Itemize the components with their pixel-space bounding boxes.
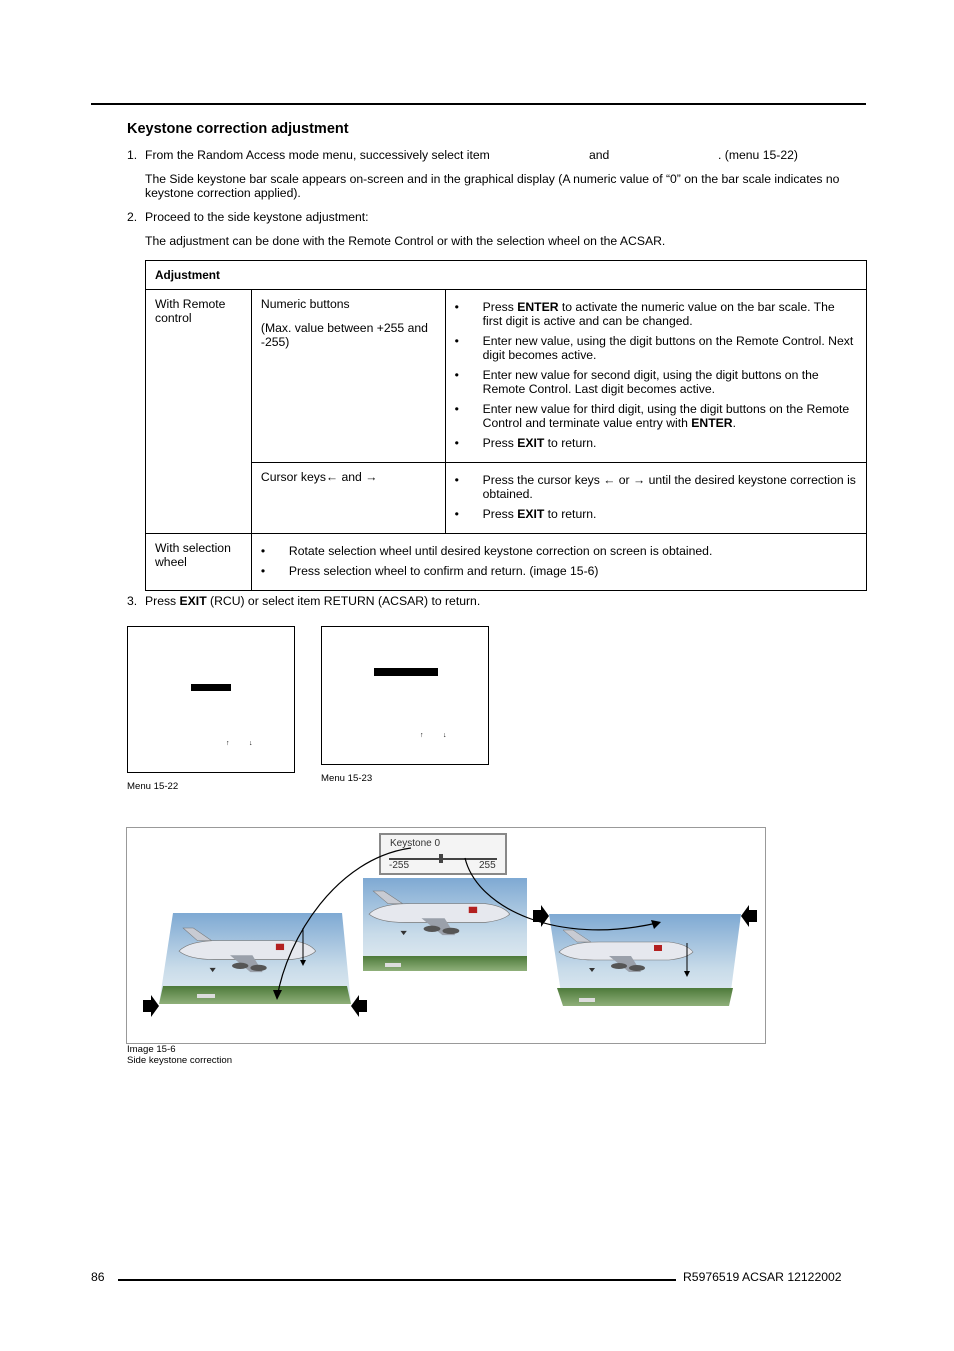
step-1-note: The Side keystone bar scale appears on-screen and in the graphical display (A numeric value of “0” on the bar scale indicates no keystone correction applied).	[145, 172, 840, 200]
arrow-right-icon	[143, 995, 159, 1017]
remote-control-label: With Remote control	[146, 290, 252, 534]
list-item: • Press the cursor keys ← or → until the desired keystone correction is obtained.	[455, 473, 857, 501]
section-title: Keystone correction adjustment	[127, 121, 349, 137]
figure-caption-title: Side keystone correction	[127, 1055, 233, 1066]
arrow-left-icon	[741, 905, 757, 927]
keystone-image-center	[363, 878, 527, 971]
list-item: • Press ENTER to activate the numeric value on the bar scale. The first digit is active and can be changed.	[455, 300, 857, 328]
numeric-steps-cell	[445, 290, 866, 463]
header-rule	[91, 103, 866, 105]
menu-highlight-bar	[191, 684, 231, 691]
scale-max: 255	[479, 860, 496, 871]
footer-rule	[118, 1279, 676, 1281]
adjustment-table	[145, 260, 867, 591]
wheel-steps-list	[261, 544, 857, 578]
cursor-keys-label: Cursor keys← and →	[251, 463, 445, 534]
menu-15-22-screen	[127, 626, 295, 773]
list-item: • Enter new value, using the digit buttons on the Remote Control. Next digit becomes active.	[455, 334, 857, 362]
page-number: 86	[91, 1270, 105, 1284]
list-item: • Press EXIT to return.	[455, 436, 857, 450]
list-item: • Press selection wheel to confirm and return. (image 15-6)	[261, 564, 857, 578]
numeric-buttons-label: Numeric buttons	[260, 297, 350, 311]
menu-15-22-caption: Menu 15-22	[127, 781, 179, 792]
document-reference: R5976519 ACSAR 12122002	[683, 1270, 842, 1284]
list-item: • Enter new value for third digit, using the digit buttons on the Remote Control and terminate value entry with ENTER.	[455, 402, 857, 430]
arrow-down-icon: ↓	[249, 740, 253, 747]
step-3-number: 3.	[127, 594, 138, 608]
table-header: Adjustment	[146, 261, 867, 290]
list-item: • Enter new value for second digit, using the digit buttons on the Remote Control. Last digit becomes active.	[455, 368, 857, 396]
arrow-left-icon	[351, 995, 367, 1017]
menu-15-23-caption: Menu 15-23	[321, 773, 373, 784]
scale-title: Keystone 0	[390, 838, 441, 849]
numeric-steps-list	[455, 300, 857, 450]
keystone-image-right	[549, 914, 741, 1006]
scale-min: -255	[389, 860, 410, 871]
arrow-up-icon: ↑	[226, 740, 230, 747]
cursor-steps-cell	[445, 463, 866, 534]
step-3-text: Press EXIT (RCU) or select item RETURN (ACSAR) to return.	[145, 594, 481, 608]
step-1-number: 1.	[127, 148, 138, 162]
step-2-number: 2.	[127, 210, 138, 224]
menu-15-23-screen	[321, 626, 489, 765]
keystone-figure	[126, 827, 766, 1044]
figure-caption-number: Image 15-6	[127, 1044, 176, 1055]
arrow-up-icon: ↑	[420, 732, 424, 739]
numeric-buttons-cell	[251, 290, 445, 463]
step-1-menu-ref: . (menu 15-22)	[718, 148, 798, 162]
step-1-text: From the Random Access mode menu, successively select item	[145, 148, 490, 162]
step-2-text: Proceed to the side keystone adjustment:	[145, 210, 369, 224]
keystone-illustration	[127, 828, 765, 1043]
numeric-range: (Max. value between +255 and -255)	[260, 321, 428, 349]
list-item: • Rotate selection wheel until desired keystone correction on screen is obtained.	[261, 544, 857, 558]
menu-highlight-bar	[374, 668, 438, 676]
step-1-and: and	[589, 148, 610, 162]
selection-wheel-label: With selection wheel	[146, 534, 252, 591]
step-2-note: The adjustment can be done with the Remote Control or with the selection wheel on the ACSAR.	[145, 234, 666, 248]
list-item: • Press EXIT to return.	[455, 507, 857, 521]
arrow-down-icon: ↓	[443, 732, 447, 739]
wheel-steps-cell	[251, 534, 866, 591]
keystone-image-left	[159, 913, 351, 1004]
cursor-steps-list	[455, 473, 857, 521]
